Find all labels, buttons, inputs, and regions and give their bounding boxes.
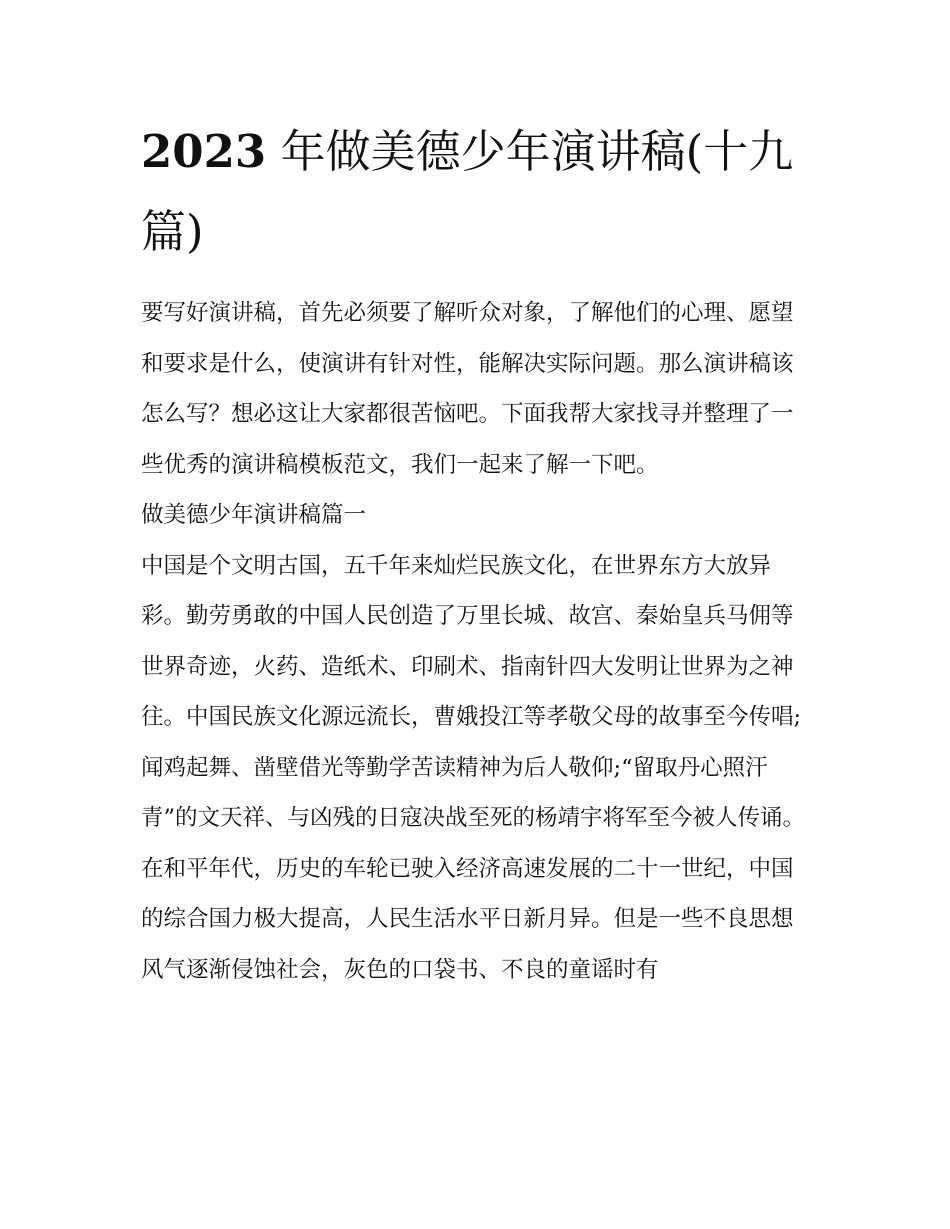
paragraph-body-2: 在和平年代，历史的车轮已驶入经济高速发展的二十一世纪，中国的综合国力极大提高，人民生活水平日新月异。但是一些不良思想风气逐渐侵蚀社会，灰色的口袋书、不良的童谣时有 — [141, 855, 794, 983]
document-title — [141, 112, 811, 272]
document-content — [141, 112, 811, 995]
title-year: 2023 — [141, 125, 267, 178]
title-text: 年做美德少年演讲稿(十九篇) — [141, 125, 794, 258]
paragraph-body-1: 中国是个文明古国，五千年来灿烂民族文化，在世界东方大放异彩。勤劳勇敢的中国人民创造了万里长城、故宫、秦始皇兵马佣等世界奇迹，火药、造纸术、印刷术、指南针四大发明让世界为之神往。中国民族文化源远流长，曹娥投江等孝敬父母的故事至今传唱;闻鸡起舞、凿壁借光等勤学苦读精神为后人敬仰;“留取丹心照汗青”的文天祥、与凶残的日寇决战至死的杨靖宇将军至今被人传诵。 — [141, 552, 806, 831]
paragraph-intro: 要写好演讲稿，首先必须要了解听众对象，了解他们的心理、愿望和要求是什么，使演讲有针对性，能解决实际问题。那么演讲稿该怎么写？想必这让大家都很苦恼吧。下面我帮大家找寻并整理了一些优秀的演讲稿模板范文，我们一起来了解一下吧。 — [141, 300, 794, 478]
section-heading: 做美德少年演讲稿篇一 — [141, 502, 367, 528]
